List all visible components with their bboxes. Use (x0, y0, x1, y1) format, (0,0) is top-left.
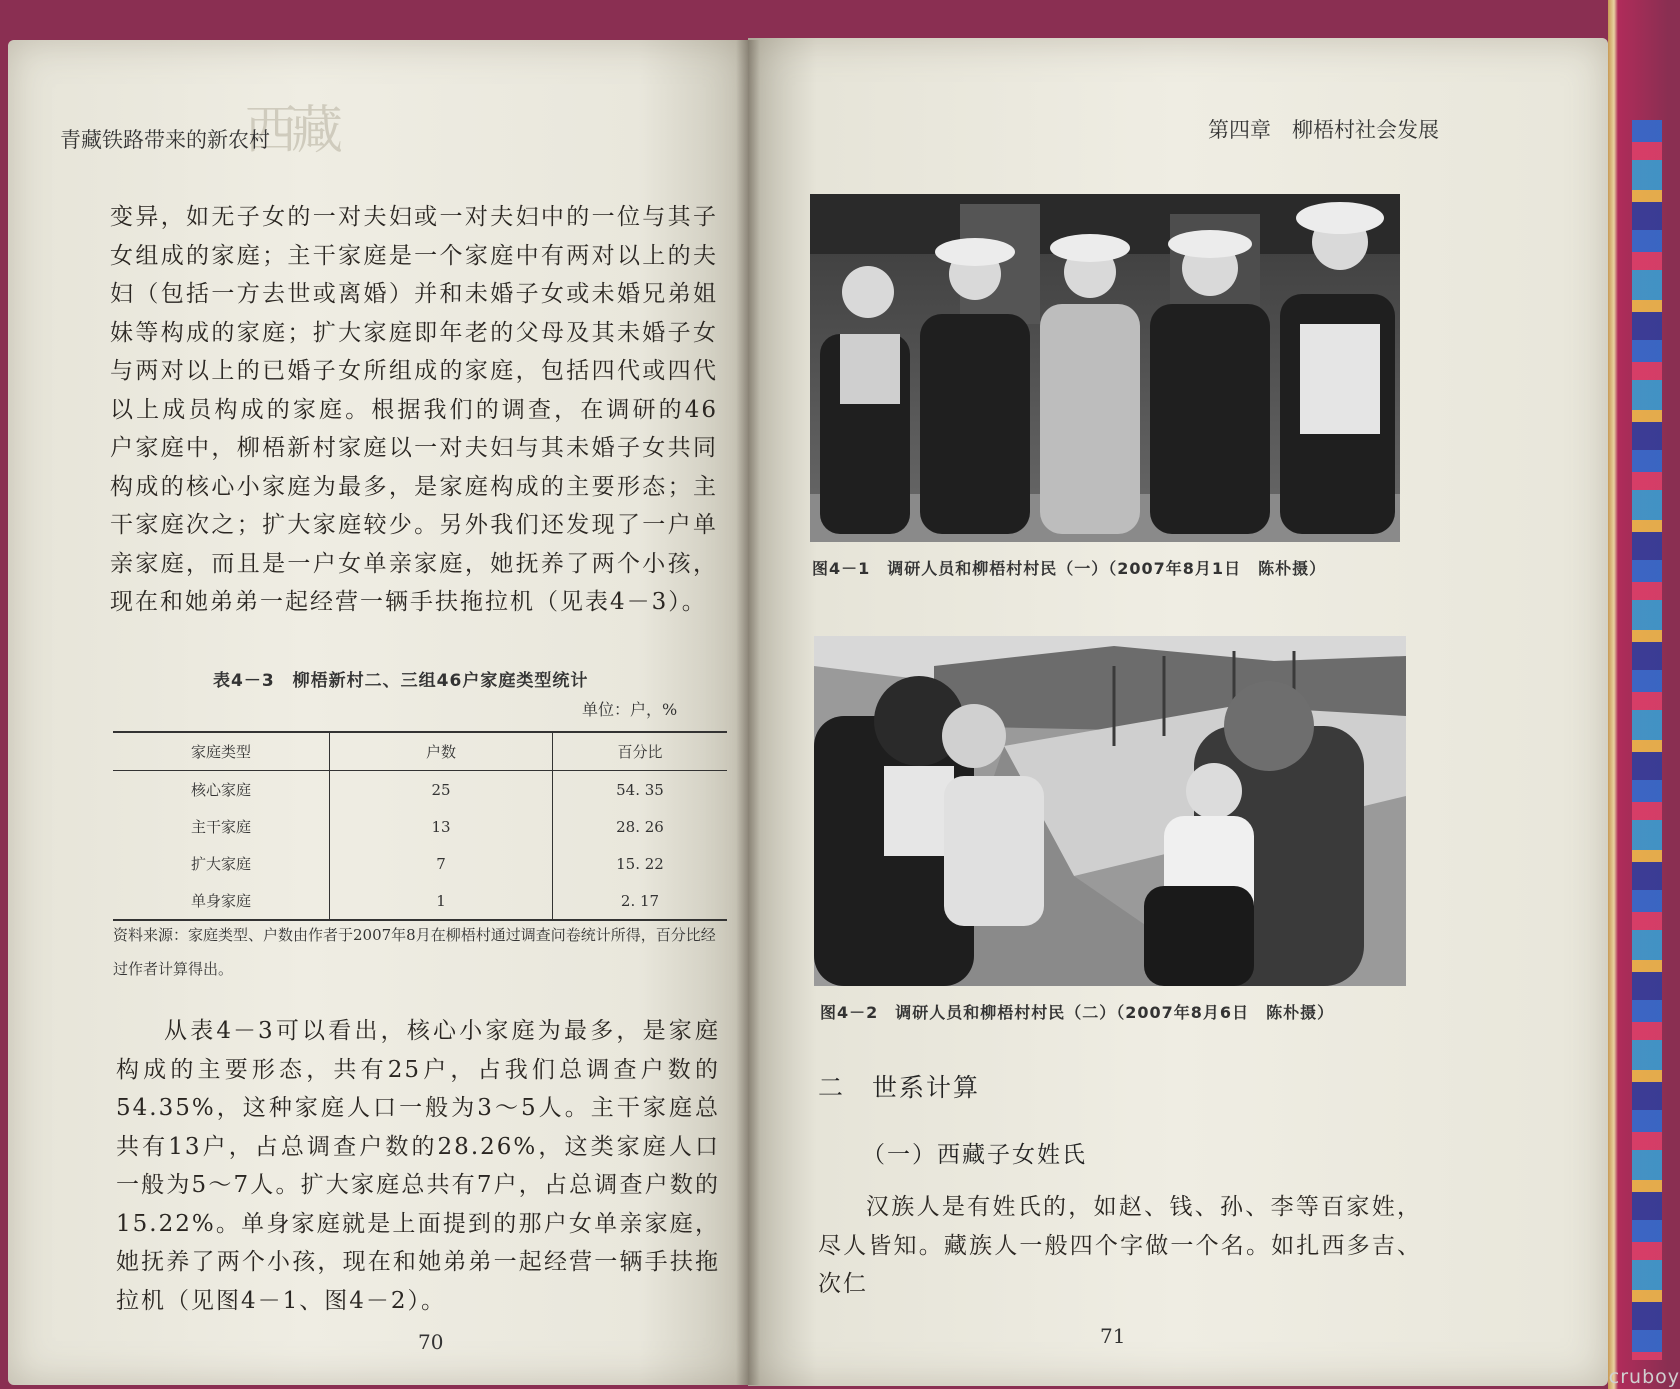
table-unit: 单位：户，% (582, 700, 678, 719)
column-header: 户数 (330, 732, 553, 771)
photo-villagers-roadside-image (814, 636, 1406, 986)
table-row (113, 845, 727, 882)
running-header-right: 第四章 柳梧村社会发展 (1208, 118, 1439, 142)
right-body-text (818, 1188, 1422, 1304)
table-cell: 核心家庭 (190, 781, 251, 799)
book-gutter (736, 40, 760, 1385)
photo-group-portrait-image (810, 194, 1400, 542)
table-title: 表4－3 柳梧新村二、三组46户家庭类型统计 (213, 671, 589, 691)
photo-group-portrait (810, 194, 1400, 542)
table-cell: 2. 17 (553, 882, 728, 920)
table-row (113, 771, 727, 809)
paragraph-surnames: 汉族人是有姓氏的，如赵、钱、孙、李等百家姓，尽人皆知。藏族人一般四个字做一个名。如扎西多吉、次仁 (818, 1194, 1422, 1297)
column-header: 百分比 (553, 732, 728, 771)
table-cell: 扩大家庭 (190, 855, 251, 873)
section-title: 二 世系计算 (818, 1073, 981, 1102)
table-cell: 1 (330, 882, 553, 920)
figure-4-2-caption: 图4－2 调研人员和柳梧村村民（二）（2007年8月6日 陈朴摄） (820, 1003, 1335, 1022)
table-cell: 28. 26 (553, 808, 728, 845)
table-cell: 25 (330, 771, 553, 809)
page-number-right: 71 (1100, 1324, 1126, 1348)
watermark: cruboy (1608, 1366, 1680, 1388)
photo-villagers-roadside (814, 636, 1406, 986)
table-row (113, 882, 727, 920)
column-header: 家庭类型 (113, 732, 330, 771)
family-type-table (113, 731, 727, 921)
table-cell: 单身家庭 (113, 882, 330, 920)
running-header-left: 青藏铁路带来的新农村 (60, 128, 270, 152)
header-logo: 西藏 (245, 101, 338, 161)
table-row (113, 808, 727, 845)
table-source-note: 资料来源：家庭类型、户数由作者于2007年8月在柳梧村通过调查问卷统计所得，百分比经过作者计算得出。 (113, 926, 716, 978)
table-cell: 15. 22 (553, 845, 728, 882)
left-body-text (110, 198, 718, 622)
subsection-title: （一）西藏子女姓氏 (862, 1142, 1087, 1168)
table-cell: 主干家庭 (190, 818, 251, 836)
figure-4-1-caption: 图4－1 调研人员和柳梧村村民（一）（2007年8月1日 陈朴摄） (812, 559, 1327, 578)
page-number-left: 70 (418, 1330, 444, 1354)
table-header-row (113, 732, 727, 771)
table-cell: 7 (330, 845, 553, 882)
left-body-text-2 (116, 1012, 720, 1320)
paragraph-analysis: 从表4－3可以看出，核心小家庭为最多，是家庭构成的主要形态，共有25户，占我们总调查户数的54.35%，这种家庭人口一般为3～5人。主干家庭总共有13户，占总调查户数的28.26%，这类家庭人口一般为5～7人。扩大家庭总共有7户，占总调查户数的15.22%。单身家庭就是上面提到的那户女单亲家庭，她抚养了两个小孩，现在和她弟弟一起经营一辆手扶拖拉机（见图4－1、图4－2）。 (116, 1018, 720, 1314)
cover-color-stripes (1632, 120, 1662, 1360)
paragraph-family-types: 变异，如无子女的一对夫妇或一对夫妇中的一位与其子女组成的家庭；主干家庭是一个家庭中有两对以上的夫妇（包括一方去世或离婚）并和未婚子女或未婚兄弟姐妹等构成的家庭；扩大家庭即年老的父母及其未婚子女与两对以上的已婚子女所组成的家庭，包括四代或四代以上成员构成的家庭。根据我们的调查，在调研的46户家庭中，柳梧新村家庭以一对夫妇与其未婚子女共同构成的核心小家庭为最多，是家庭构成的主要形态；主干家庭次之；扩大家庭较少。另外我们还发现了一户单亲家庭，而且是一户女单亲家庭，她抚养了两个小孩，现在和她弟弟一起经营一辆手扶拖拉机（见表4－3）。 (110, 204, 718, 615)
table-cell: 13 (330, 808, 553, 845)
table-cell: 54. 35 (553, 771, 728, 809)
